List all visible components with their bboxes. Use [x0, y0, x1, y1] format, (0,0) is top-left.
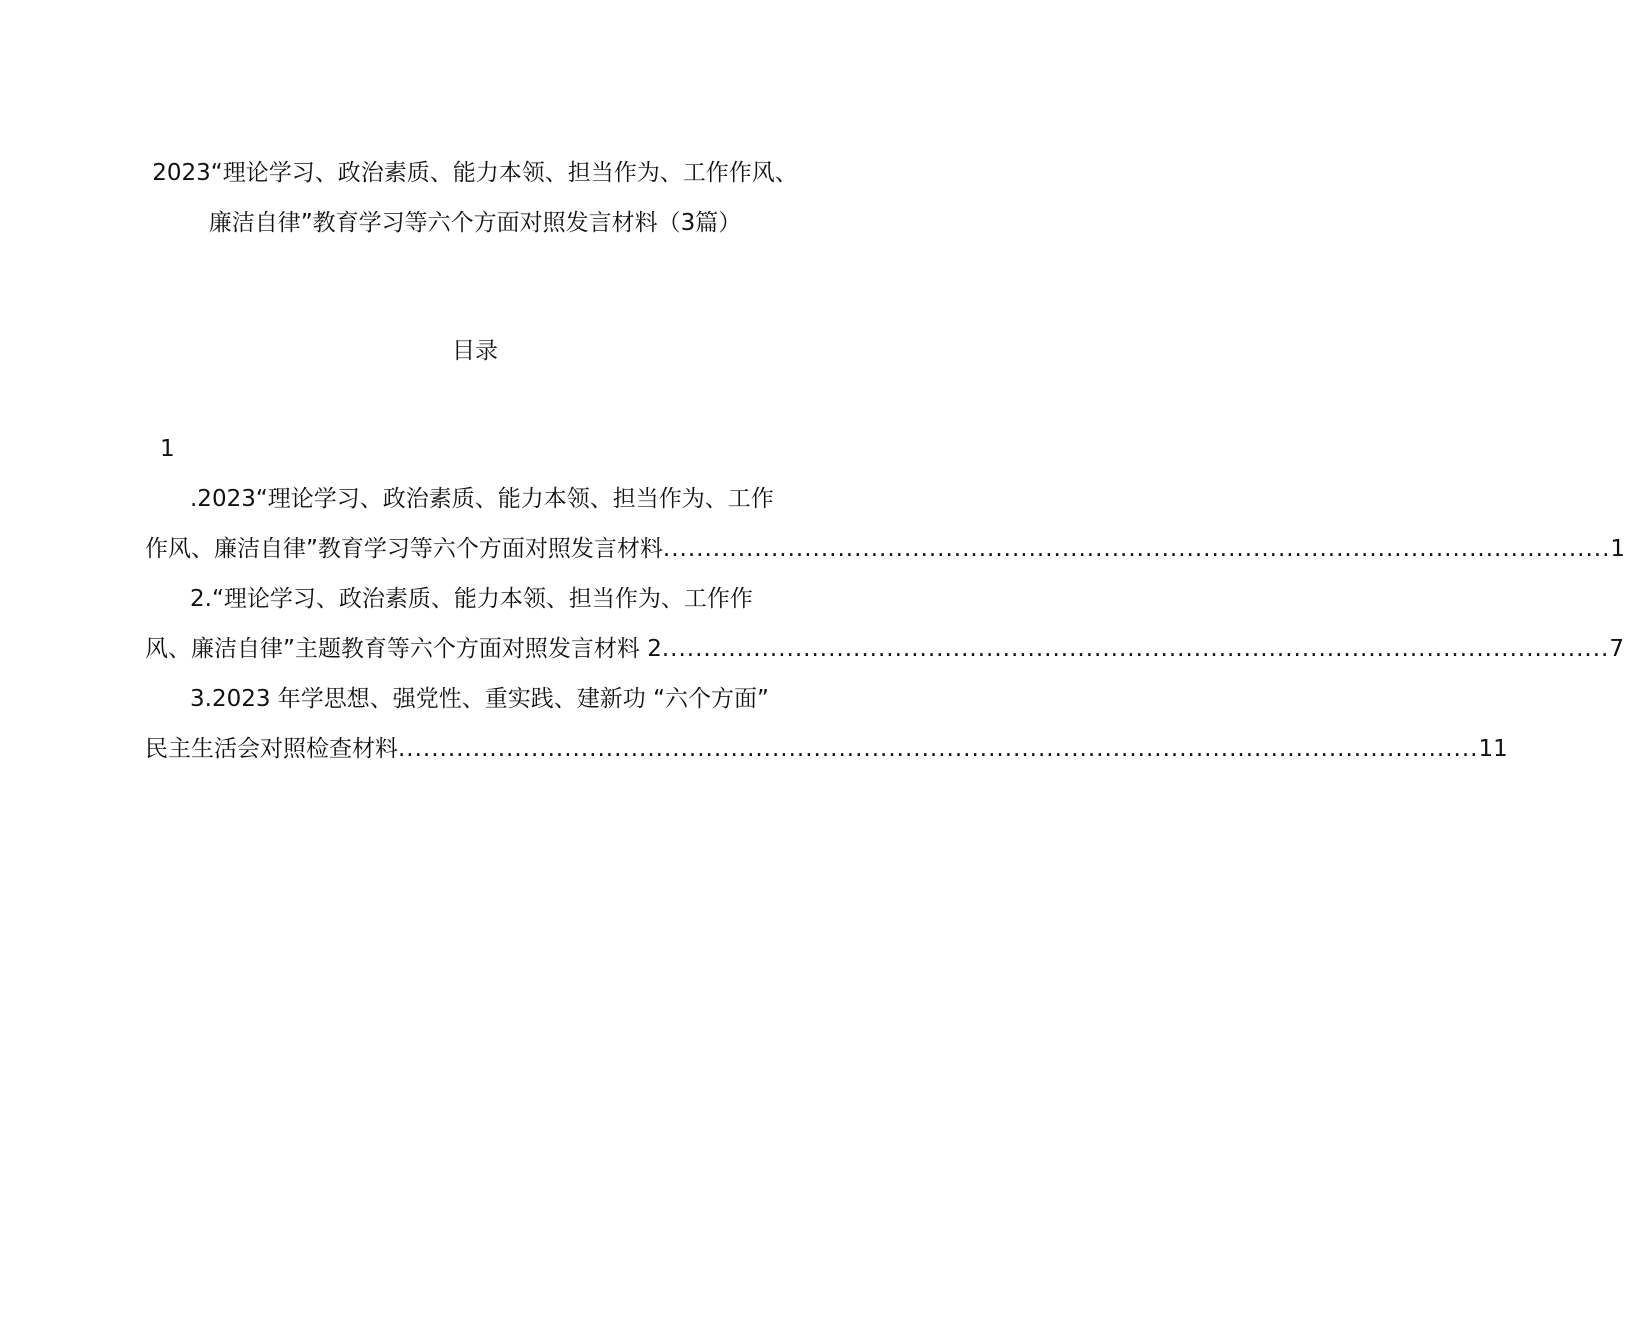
document-title-line-1: 2023“理论学习、政治素质、能力本领、担当作为、工作作风、 [152, 160, 798, 186]
toc-entry-2-page: 7 [1609, 636, 1624, 662]
document-title-line-2: 廉洁自律”教育学习等六个方面对照发言材料（3篇） [208, 210, 742, 236]
toc-entry-1-line-1[interactable]: .2023“理论学习、政治素质、能力本领、担当作为、工作 [190, 486, 774, 512]
toc-entry-3-page: 11 [1478, 736, 1508, 762]
toc-entry-2-line-1[interactable]: 2.“理论学习、政治素质、能力本领、担当作为、工作作 [190, 586, 753, 612]
toc-entry-1-text: 作风、廉洁自律”教育学习等六个方面对照发言材料 [145, 536, 663, 562]
toc-entry-1-page: 1 [1610, 536, 1625, 562]
toc-number: 1 [160, 436, 175, 462]
toc-entry-2-line-2[interactable] [145, 634, 1624, 664]
toc-leader-dots: .................................................................................................................................. [398, 736, 1479, 762]
toc-entry-3-text: 民主生活会对照检查材料 [145, 736, 398, 762]
toc-leader-dots: .................................................................................................................. [661, 636, 1610, 662]
toc-entry-1-line-2[interactable] [145, 534, 1625, 564]
toc-leader-dots: .................................................................................................................. [662, 536, 1611, 562]
toc-entry-3-line-2[interactable] [145, 734, 1508, 764]
toc-heading: 目录 [452, 338, 498, 364]
toc-entry-3-line-1[interactable]: 3.2023 年学思想、强党性、重实践、建新功 “六个方面” [190, 686, 769, 712]
toc-entry-2-text: 风、廉洁自律”主题教育等六个方面对照发言材料 2 [145, 636, 662, 662]
